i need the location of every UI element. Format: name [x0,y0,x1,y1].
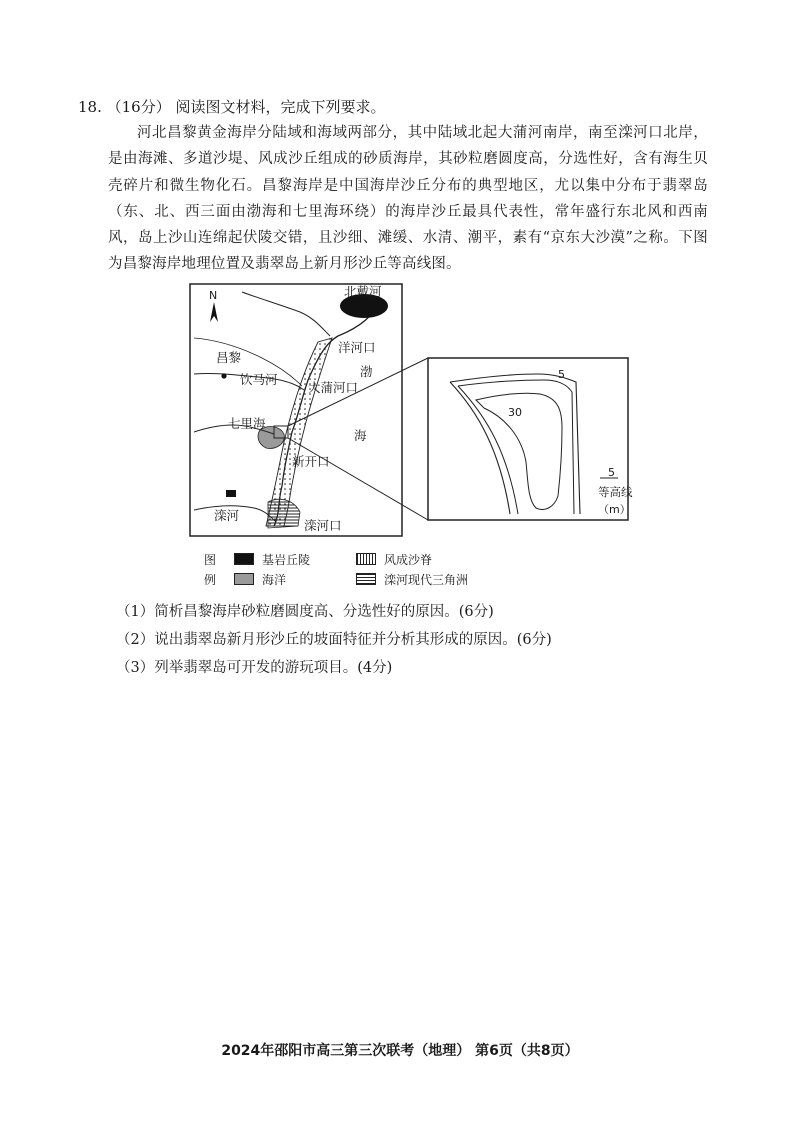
north-label: N [209,289,218,302]
legend-ocean-label: 海洋 [262,573,287,587]
subquestion-3: （3）列举翡翠岛可开发的游玩项目。(4分) [116,660,393,676]
legend-title-2: 例 [204,573,217,587]
label-yangheko: 洋河口 [338,340,376,355]
contour-label-5: 5 [558,368,565,381]
contour-legend-unit: （m） [598,503,631,516]
changli-point [221,373,226,378]
label-yinmahe: 饮马河 [240,372,278,387]
map-drawing [188,282,648,544]
legend-aeolian-swatch [356,553,376,565]
label-beidaihe: 北戴河 [344,284,382,299]
question-instruction: 阅读图文材料，完成下列要求。 [175,98,386,116]
label-qilihai: 七里海 [228,416,266,431]
label-changli: 昌黎 [216,350,242,365]
legend-bedrock-swatch [234,553,254,565]
legend-title-1: 图 [204,553,217,567]
material-paragraph [108,120,708,278]
legend-delta-label: 滦河现代三角洲 [384,573,469,587]
contour-legend-value: 5 [608,466,615,479]
legend-bedrock-label: 基岩丘陵 [262,553,311,567]
label-hai: 海 [354,428,367,443]
bedrock-south [226,490,236,497]
legend-ocean-swatch [234,573,254,585]
question-header [78,96,386,117]
question-score: （16分） [106,98,171,116]
question-number: 18. [78,98,102,116]
contour-legend-title: 等高线 [598,485,633,499]
subquestion-2: （2）说出翡翠岛新月形沙丘的坡面特征并分析其形成的原因。(6分) [116,632,552,648]
label-dapuhekou: 大蒲河口 [308,380,359,395]
legend-delta-swatch [356,573,376,585]
map-legend [204,549,624,589]
label-bo: 渤 [360,364,373,379]
label-luanhekou: 滦河口 [304,518,342,533]
subquestion-1: （1）简析昌黎海岸砂粒磨圆度高、分选性好的原因。(6分) [116,604,494,620]
label-luanhe: 滦河 [214,508,240,523]
material-text: 河北昌黎黄金海岸分陆域和海域两部分，其中陆域北起大蒲河南岸，南至滦河口北岸，是由海滩、多道沙堤、风成沙丘组成的砂质海岸，其砂粒磨圆度高，分选性好，含有海生贝壳碎片和微生物化石。昌黎海岸是中国海岸沙丘分布的典型地区，尤以集中分布于翡翠岛（东、北、西三面由渤海和七里海环绕）的海岸沙丘最具代表性，常年盛行东北风和西南风，岛上沙山连绵起伏陵交错，且沙细、滩缓、水清、潮平，素有“京东大沙漠”之称。下图为昌黎海岸地理位置及翡翠岛上新月形沙丘等高线图。 [108,125,708,273]
legend-aeolian-label: 风成沙脊 [384,553,433,567]
contour-label-30: 30 [508,406,522,419]
label-xinkaikou: 新开口 [292,454,330,469]
page-footer: 2024年邵阳市高三第三次联考（地理） 第6页（共8页） [221,1043,579,1059]
coast-map-figure [188,282,648,544]
